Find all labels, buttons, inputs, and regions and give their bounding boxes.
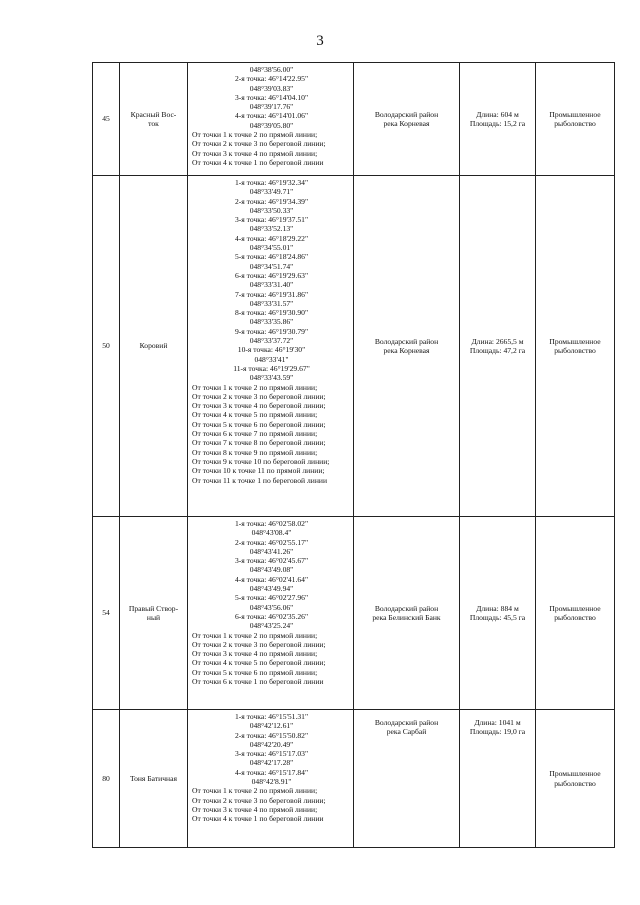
coordinates-cell: [188, 176, 354, 517]
coordinate-line: 048°33'43.59": [249, 373, 294, 383]
boundary-line: От точки 3 к точке 4 по прямой линии;: [192, 804, 318, 814]
location-line: река Корневая: [383, 119, 430, 128]
boundary-line: От точки 11 к точке 1 по береговой линии: [192, 475, 328, 485]
site-number-cell: [93, 63, 120, 176]
coordinate-line: 048°33'35.86": [249, 317, 294, 327]
coordinate-line: 048°42'12.61": [249, 721, 294, 731]
boundary-line: От точки 4 к точке 1 по береговой линии: [192, 814, 324, 824]
site-name-cell: [120, 176, 188, 517]
coordinate-line: 048°34'51.74": [249, 261, 294, 271]
site-number-cell: [93, 710, 120, 848]
coordinate-line: 4-я точка: 46°15'17.84": [234, 767, 309, 777]
size-cell: [460, 176, 536, 517]
site-name-line: ный: [146, 613, 161, 622]
fishing-type-line: рыболовство: [554, 778, 596, 788]
location-line: Володарский район: [374, 603, 439, 613]
coordinate-line: 4-я точка: 46°18'29.22": [234, 233, 309, 243]
table-row: [93, 63, 615, 176]
fishing-type-line: Промышленное: [549, 603, 601, 613]
coordinate-line: 5-я точка: 46°18'24.86": [234, 252, 309, 262]
table-row: [93, 517, 615, 710]
fishing-type-cell: [536, 63, 615, 176]
boundary-line: От точки 6 к точке 1 по береговой линии: [192, 677, 324, 687]
coordinates-cell: [188, 517, 354, 710]
coordinate-line: 048°33'50.33": [249, 205, 294, 215]
fishing-type-cell: [536, 176, 615, 517]
site-number-cell: [93, 176, 120, 517]
coordinate-line: 048°43'08.4": [251, 528, 292, 538]
site-name-line: Тоня Батичная: [130, 773, 177, 783]
coordinate-line: 8-я точка: 46°19'30.90": [234, 308, 309, 318]
boundary-line: От точки 1 к точке 2 по прямой линии;: [192, 786, 318, 796]
length-value: Длина: 1041 м: [474, 718, 521, 727]
coordinate-line: 6-я точка: 46°02'35.26": [234, 611, 309, 621]
coordinate-line: 048°43'25.24": [249, 621, 294, 631]
coordinate-line: 048°33'37.72": [249, 336, 294, 346]
location-line: река Белинский Банк: [372, 613, 441, 622]
coordinate-line: 048°33'41": [254, 354, 289, 364]
coordinate-line: 048°39'03.83": [249, 83, 294, 93]
fishing-type-line: рыболовство: [554, 346, 596, 355]
size-cell: [460, 517, 536, 710]
coordinate-line: 048°42'17.28": [249, 758, 294, 768]
boundary-line: От точки 10 к точке 11 по прямой линии;: [192, 466, 325, 476]
length-value: Длина: 604 м: [476, 109, 519, 119]
coordinate-line: 048°33'52.13": [249, 224, 294, 234]
coordinate-line: 048°33'31.40": [249, 280, 294, 290]
coordinate-line: 048°43'49.08": [249, 565, 294, 575]
coordinate-line: 2-я точка: 46°19'34.39": [234, 196, 309, 206]
coordinate-line: 048°43'56.06": [249, 602, 294, 612]
site-name-cell: [120, 710, 188, 848]
coordinate-line: 048°33'49.71": [249, 187, 294, 197]
coordinate-line: 048°39'17.76": [249, 102, 294, 112]
coordinate-line: 1-я точка: 46°19'32.34": [234, 178, 309, 187]
location-cell: [354, 176, 460, 517]
boundary-line: От точки 9 к точке 10 по береговой линии;: [192, 456, 330, 466]
coordinate-line: 7-я точка: 46°19'31.86": [234, 289, 309, 299]
coordinate-line: 3-я точка: 46°19'37.51": [234, 215, 309, 225]
length-value: Длина: 884 м: [476, 603, 519, 613]
table-row: [93, 710, 615, 848]
site-number: 45: [102, 114, 110, 124]
coordinate-line: 4-я точка: 46°02'41.64": [234, 574, 309, 584]
coordinates-cell: [188, 710, 354, 848]
location-cell: [354, 710, 460, 848]
coordinate-line: 048°38'56.00": [249, 65, 294, 74]
area-value: Площадь: 45,5 га: [469, 613, 526, 622]
location-line: Володарский район: [374, 336, 439, 346]
coordinate-line: 4-я точка: 46°14'01.06": [234, 111, 309, 121]
area-value: Площадь: 19,0 га: [469, 727, 526, 737]
boundary-line: От точки 1 к точке 2 по прямой линии;: [192, 630, 318, 640]
coordinate-line: 048°42'20.49": [249, 739, 294, 749]
boundary-line: От точки 2 к точке 3 по береговой линии;: [192, 391, 326, 401]
coordinate-line: 3-я точка: 46°14'04.10": [234, 92, 309, 102]
table-body: [93, 63, 615, 848]
location-line: река Сарбай: [386, 727, 427, 737]
coordinate-line: 10-я точка: 46°19'30": [237, 345, 306, 355]
coordinate-line: 1-я точка: 46°02'58.02": [234, 519, 309, 528]
coordinate-line: 5-я точка: 46°02'27.96": [234, 593, 309, 603]
boundary-line: От точки 1 к точке 2 по прямой линии;: [192, 130, 318, 140]
page-number: 3: [316, 33, 324, 49]
location-line: Володарский район: [374, 109, 439, 119]
length-value: Длина: 2665,5 м: [471, 336, 524, 346]
location-line: Володарский район: [374, 718, 439, 727]
site-number: 80: [102, 773, 110, 783]
fishing-type-line: Промышленное: [549, 109, 601, 119]
boundary-line: От точки 4 к точке 1 по береговой линии: [192, 157, 324, 167]
site-name-line: Красный Вос-: [130, 109, 177, 119]
coordinate-line: 048°42'8.91": [251, 777, 292, 787]
boundary-line: От точки 3 к точке 4 по береговой линии;: [192, 401, 326, 411]
coordinate-line: 048°33'31.57": [249, 298, 294, 308]
boundary-line: От точки 2 к точке 3 по береговой линии;: [192, 139, 326, 149]
boundary-line: От точки 5 к точке 6 по береговой линии;: [192, 419, 326, 429]
site-number-cell: [93, 517, 120, 710]
boundary-line: От точки 2 к точке 3 по береговой линии;: [192, 795, 326, 805]
site-name-line: Коровий: [139, 341, 168, 351]
coordinate-line: 048°39'05.80": [249, 120, 294, 130]
area-value: Площадь: 47,2 га: [469, 346, 526, 355]
boundary-line: От точки 5 к точке 6 по прямой линии;: [192, 667, 318, 677]
coordinate-line: 048°34'55.01": [249, 243, 294, 253]
fishing-type-line: Промышленное: [549, 336, 601, 346]
size-cell: [460, 710, 536, 848]
coordinate-line: 6-я точка: 46°19'29.63": [234, 270, 309, 280]
fishing-type-cell: [536, 710, 615, 848]
site-name-cell: [120, 63, 188, 176]
boundary-line: От точки 7 к точке 8 по береговой линии;: [192, 438, 326, 448]
fishing-type-line: рыболовство: [554, 613, 596, 622]
location-line: река Корневая: [383, 346, 430, 355]
coordinate-line: 3-я точка: 46°02'45.67": [234, 556, 309, 566]
fishing-type-cell: [536, 517, 615, 710]
boundary-line: От точки 2 к точке 3 по береговой линии;: [192, 639, 326, 649]
coordinate-line: 2-я точка: 46°02'55.17": [234, 537, 309, 547]
boundary-line: От точки 4 к точке 5 по прямой линии;: [192, 410, 318, 420]
coordinate-line: 3-я точка: 46°15'17.03": [234, 749, 309, 759]
location-cell: [354, 517, 460, 710]
coordinate-line: 1-я точка: 46°15'51.31": [234, 712, 309, 721]
site-name-line: ток: [148, 119, 159, 128]
table-row: [93, 176, 615, 517]
coordinates-cell: [188, 63, 354, 176]
fishing-type-line: Промышленное: [549, 769, 601, 779]
coordinate-line: 048°43'49.94": [249, 584, 294, 594]
coordinate-line: 048°43'41.26": [249, 546, 294, 556]
fishing-sites-table: [92, 62, 615, 848]
boundary-line: От точки 8 к точке 9 по прямой линии;: [192, 447, 318, 457]
location-cell: [354, 63, 460, 176]
size-cell: [460, 63, 536, 176]
site-number: 50: [102, 341, 110, 351]
coordinate-line: 11-я точка: 46°19'29.67": [233, 363, 310, 373]
boundary-line: От точки 4 к точке 5 по береговой линии;: [192, 658, 326, 668]
boundary-line: От точки 1 к точке 2 по прямой линии;: [192, 382, 318, 392]
boundary-line: От точки 3 к точке 4 по прямой линии;: [192, 148, 318, 158]
site-number: 54: [102, 608, 110, 618]
coordinate-line: 2-я точка: 46°15'50.82": [234, 730, 309, 740]
area-value: Площадь: 15,2 га: [469, 119, 526, 128]
boundary-line: От точки 3 к точке 4 по прямой линии;: [192, 649, 318, 659]
boundary-line: От точки 6 к точке 7 по прямой линии;: [192, 429, 318, 439]
fishing-type-line: рыболовство: [554, 119, 596, 128]
coordinate-line: 9-я точка: 46°19'30.79": [234, 326, 309, 336]
coordinate-line: 2-я точка: 46°14'22.95": [234, 74, 309, 84]
site-name-cell: [120, 517, 188, 710]
site-name-line: Правый Створ-: [128, 603, 179, 613]
